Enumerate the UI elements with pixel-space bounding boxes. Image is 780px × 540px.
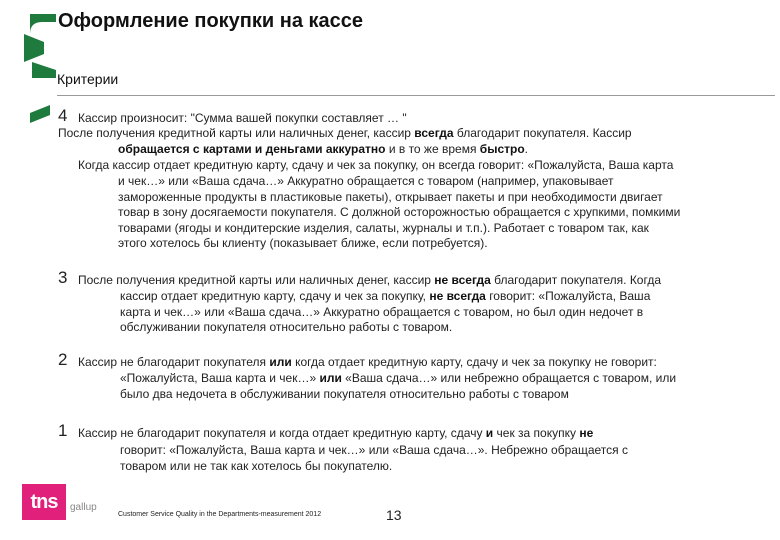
criterion-4-line-2: После получения кредитной карты или наличных денег, кассир всегда благодарит покупателя. Кассир <box>58 126 632 140</box>
criterion-4-line-6: замороженные продукты в пластиковые пакеты), открывает пакеты и при необходимости двигает <box>118 190 663 204</box>
criterion-4-line-4: Когда кассир отдает кредитную карту, сдачу и чек за покупку, он всегда говорит: «Пожалуйста, Ваша карта <box>78 158 674 172</box>
page-title: Оформление покупки на кассе <box>58 10 364 32</box>
criterion-4-line-3: обращается с картами и деньгами аккуратно и в то же время быстро. <box>118 142 528 156</box>
criterion-2-line-3: было два недочета в обслуживании покупателя относительно работы с товаром <box>120 387 569 401</box>
criterion-3-line-2: кассир отдает кредитную карту, сдачу и чек за покупку, не всегда говорит: «Пожалуйста, Ваша <box>120 289 651 303</box>
criterion-2-number: 2 <box>58 350 68 369</box>
criterion-1-line-2: говорит: «Пожалуйста, Ваша карта и чек…» или «Ваша сдача…». Небрежно обращается с <box>120 443 628 457</box>
criterion-2-line-2: «Пожалуйста, Ваша карта и чек…» или «Ваша сдача…» или небрежно обращается с товаром, или <box>120 371 677 385</box>
page-subtitle: Критерии <box>57 71 119 87</box>
company-logo-icon <box>22 12 56 82</box>
criterion-4-number: 4 <box>58 106 68 125</box>
tns-logo: tns <box>22 484 66 520</box>
criterion-2-line-1: Кассир не благодарит покупателя или когда отдает кредитную карту, сдачу и чек за покупку не говорит: <box>78 355 657 369</box>
criterion-4-line-5: и чек…» или «Ваша сдача…» Аккуратно обращается с товаром (например, упаковывает <box>118 174 614 188</box>
criterion-1-line-1: Кассир не благодарит покупателя и когда отдает кредитную карту, сдачу и чек за покупку не <box>78 426 594 440</box>
footer-caption: Customer Service Quality in the Departments-measurement 2012 <box>118 511 322 518</box>
criterion-1-number: 1 <box>58 421 68 440</box>
bullet-icon <box>30 105 50 123</box>
criterion-4-line-8: товарами (ягоды и кондитерские изделия, салаты, журналы и т.п.). Работает с товаром так, как <box>118 221 649 235</box>
gallup-logo-text: gallup <box>70 502 97 513</box>
criterion-4-line-1: Кассир произносит: "Сумма вашей покупки составляет … " <box>78 111 407 125</box>
page-number: 13 <box>386 507 402 523</box>
criterion-4-line-9: этого хотелось бы клиенту (показывает ближе, если потребуется). <box>118 236 488 250</box>
header-divider <box>57 95 775 96</box>
criterion-3-line-4: обслуживании покупателя относительно работы с товаром. <box>120 320 453 334</box>
criterion-3-number: 3 <box>58 268 68 287</box>
criterion-3-line-1: После получения кредитной карты или наличных денег, кассир не всегда благодарит покупателя. Когда <box>78 273 661 287</box>
criterion-3-line-3: карта и чек…» или «Ваша сдача…» Аккуратно обращается с товаром, но был один недочет в <box>120 305 644 319</box>
criterion-4-line-7: товар в зону досягаемости покупателя. С должной осторожностью обращается с хрупкими, помкими <box>118 205 681 219</box>
criterion-1-line-3: товаром или не так как хотелось бы покупателю. <box>120 459 393 473</box>
